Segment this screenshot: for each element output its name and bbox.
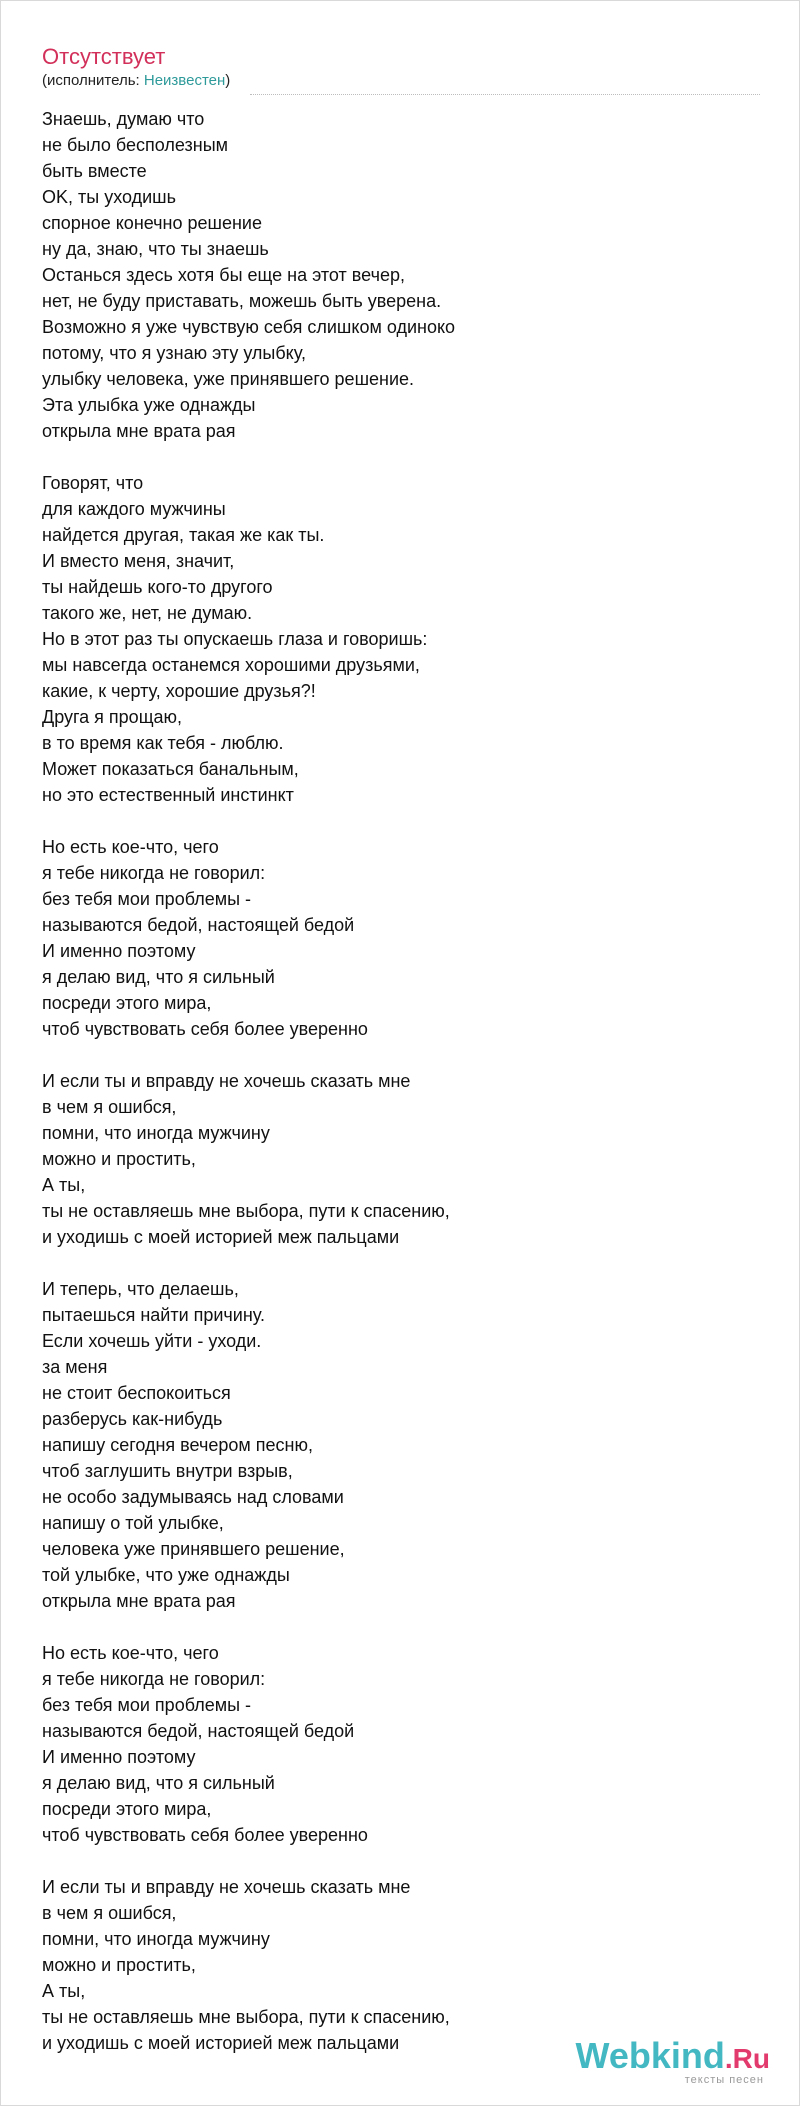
lyric-line: называются бедой, настоящей бедой: [42, 915, 355, 935]
lyrics-stanza: [42, 470, 762, 808]
lyric-line: посреди этого мира,: [42, 993, 212, 1013]
lyric-line: такого же, нет, не думаю.: [42, 603, 253, 623]
lyric-line: называются бедой, настоящей бедой: [42, 1721, 355, 1741]
lyric-line: нет, не буду приставать, можешь быть уверена.: [42, 291, 442, 311]
lyric-line: можно и простить,: [42, 1955, 196, 1975]
lyrics-stanza: [42, 106, 762, 444]
site-logo[interactable]: [576, 2037, 770, 2086]
artist-suffix: ): [225, 72, 231, 89]
lyric-line: Возможно я уже чувствую себя слишком одиноко: [42, 317, 456, 337]
lyric-line: Останься здесь хотя бы еще на этот вечер,: [42, 265, 405, 285]
lyric-line: И именно поэтому: [42, 941, 196, 961]
lyric-line: чтоб чувствовать себя более уверенно: [42, 1825, 368, 1845]
logo-tld: .Ru: [724, 2043, 770, 2074]
lyric-line: Если хочешь уйти - уходи.: [42, 1331, 262, 1351]
lyric-line: быть вместе: [42, 161, 147, 181]
lyric-line: И именно поэтому: [42, 1747, 196, 1767]
lyric-line: чтоб заглушить внутри взрыв,: [42, 1461, 293, 1481]
lyrics-stanza: [42, 834, 762, 1042]
lyric-line: для каждого мужчины: [42, 499, 226, 519]
lyrics-stanza: [42, 1276, 762, 1614]
lyric-line: помни, что иногда мужчину: [42, 1123, 270, 1143]
lyric-line: Но есть кое-что, чего: [42, 837, 219, 857]
lyric-line: ну да, знаю, что ты знаешь: [42, 239, 269, 259]
lyric-line: А ты,: [42, 1175, 86, 1195]
lyric-line: чтоб чувствовать себя более уверенно: [42, 1019, 368, 1039]
lyric-line: посреди этого мира,: [42, 1799, 212, 1819]
logo-wordmark: [576, 2037, 770, 2078]
lyrics-stanza: [42, 1874, 762, 2056]
lyric-line: в то время как тебя - люблю.: [42, 733, 284, 753]
lyric-line: Говорят, что: [42, 473, 144, 493]
lyric-line: мы навсегда останемся хорошими друзьями,: [42, 655, 420, 675]
lyric-line: той улыбке, что уже однажды: [42, 1565, 290, 1585]
lyric-line: ты найдешь кого-то другого: [42, 577, 273, 597]
lyric-line: пытаешься найти причину.: [42, 1305, 266, 1325]
lyric-line: И вместо меня, значит,: [42, 551, 235, 571]
lyric-line: OK, ты уходишь: [42, 187, 176, 207]
lyric-line: какие, к черту, хорошие друзья?!: [42, 681, 316, 701]
lyric-line: человека уже принявшего решение,: [42, 1539, 345, 1559]
lyric-line: И если ты и вправду не хочешь сказать мне: [42, 1071, 411, 1091]
lyric-line: Но в этот раз ты опускаешь глаза и говоришь:: [42, 629, 428, 649]
lyric-line: потому, что я узнаю эту улыбку,: [42, 343, 306, 363]
artist-line: [42, 72, 230, 90]
lyric-line: и уходишь с моей историей меж пальцами: [42, 2033, 400, 2053]
lyric-line: разберусь как-нибудь: [42, 1409, 223, 1429]
lyric-line: напишу о той улыбке,: [42, 1513, 224, 1533]
lyric-line: в чем я ошибся,: [42, 1903, 177, 1923]
lyrics-stanza: [42, 1640, 762, 1848]
lyric-line: помни, что иногда мужчину: [42, 1929, 270, 1949]
lyric-line: открыла мне врата рая: [42, 1591, 236, 1611]
logo-tagline: тексты песен: [684, 2074, 764, 2086]
lyric-line: А ты,: [42, 1981, 86, 2001]
artist-link[interactable]: Неизвестен: [143, 72, 226, 89]
lyric-line: без тебя мои проблемы -: [42, 1695, 252, 1715]
lyric-line: я делаю вид, что я сильный: [42, 967, 275, 987]
lyric-line: в чем я ошибся,: [42, 1097, 177, 1117]
lyric-line: я тебе никогда не говорил:: [42, 863, 266, 883]
lyric-line: не было бесполезным: [42, 135, 229, 155]
lyric-line: я делаю вид, что я сильный: [42, 1773, 275, 1793]
header-divider: [250, 94, 760, 95]
lyric-line: Знаешь, думаю что: [42, 109, 205, 129]
lyric-line: улыбку человека, уже принявшего решение.: [42, 369, 415, 389]
lyric-line: без тебя мои проблемы -: [42, 889, 252, 909]
lyric-line: напишу сегодня вечером песню,: [42, 1435, 313, 1455]
lyric-line: можно и простить,: [42, 1149, 196, 1169]
artist-prefix: (исполнитель:: [42, 72, 144, 89]
lyric-line: найдется другая, такая же как ты.: [42, 525, 325, 545]
lyric-line: Эта улыбка уже однажды: [42, 395, 256, 415]
lyric-line: Может показаться банальным,: [42, 759, 299, 779]
lyric-line: И теперь, что делаешь,: [42, 1279, 239, 1299]
lyric-line: спорное конечно решение: [42, 213, 262, 233]
lyrics-body: [42, 106, 762, 2082]
lyric-line: не стоит беспокоиться: [42, 1383, 231, 1403]
lyric-line: Друга я прощаю,: [42, 707, 183, 727]
lyric-line: И если ты и вправду не хочешь сказать мне: [42, 1877, 411, 1897]
lyric-line: но это естественный инстинкт: [42, 785, 294, 805]
lyric-line: не особо задумываясь над словами: [42, 1487, 344, 1507]
lyric-line: ты не оставляешь мне выбора, пути к спасению,: [42, 2007, 450, 2027]
lyric-line: за меня: [42, 1357, 108, 1377]
lyric-line: открыла мне врата рая: [42, 421, 236, 441]
lyric-line: ты не оставляешь мне выбора, пути к спасению,: [42, 1201, 450, 1221]
lyric-line: и уходишь с моей историей меж пальцами: [42, 1227, 400, 1247]
lyric-line: я тебе никогда не говорил:: [42, 1669, 266, 1689]
lyrics-stanza: [42, 1068, 762, 1250]
logo-name: Webkind: [575, 2035, 725, 2076]
song-title: Отсутствует: [42, 44, 166, 69]
lyric-line: Но есть кое-что, чего: [42, 1643, 219, 1663]
